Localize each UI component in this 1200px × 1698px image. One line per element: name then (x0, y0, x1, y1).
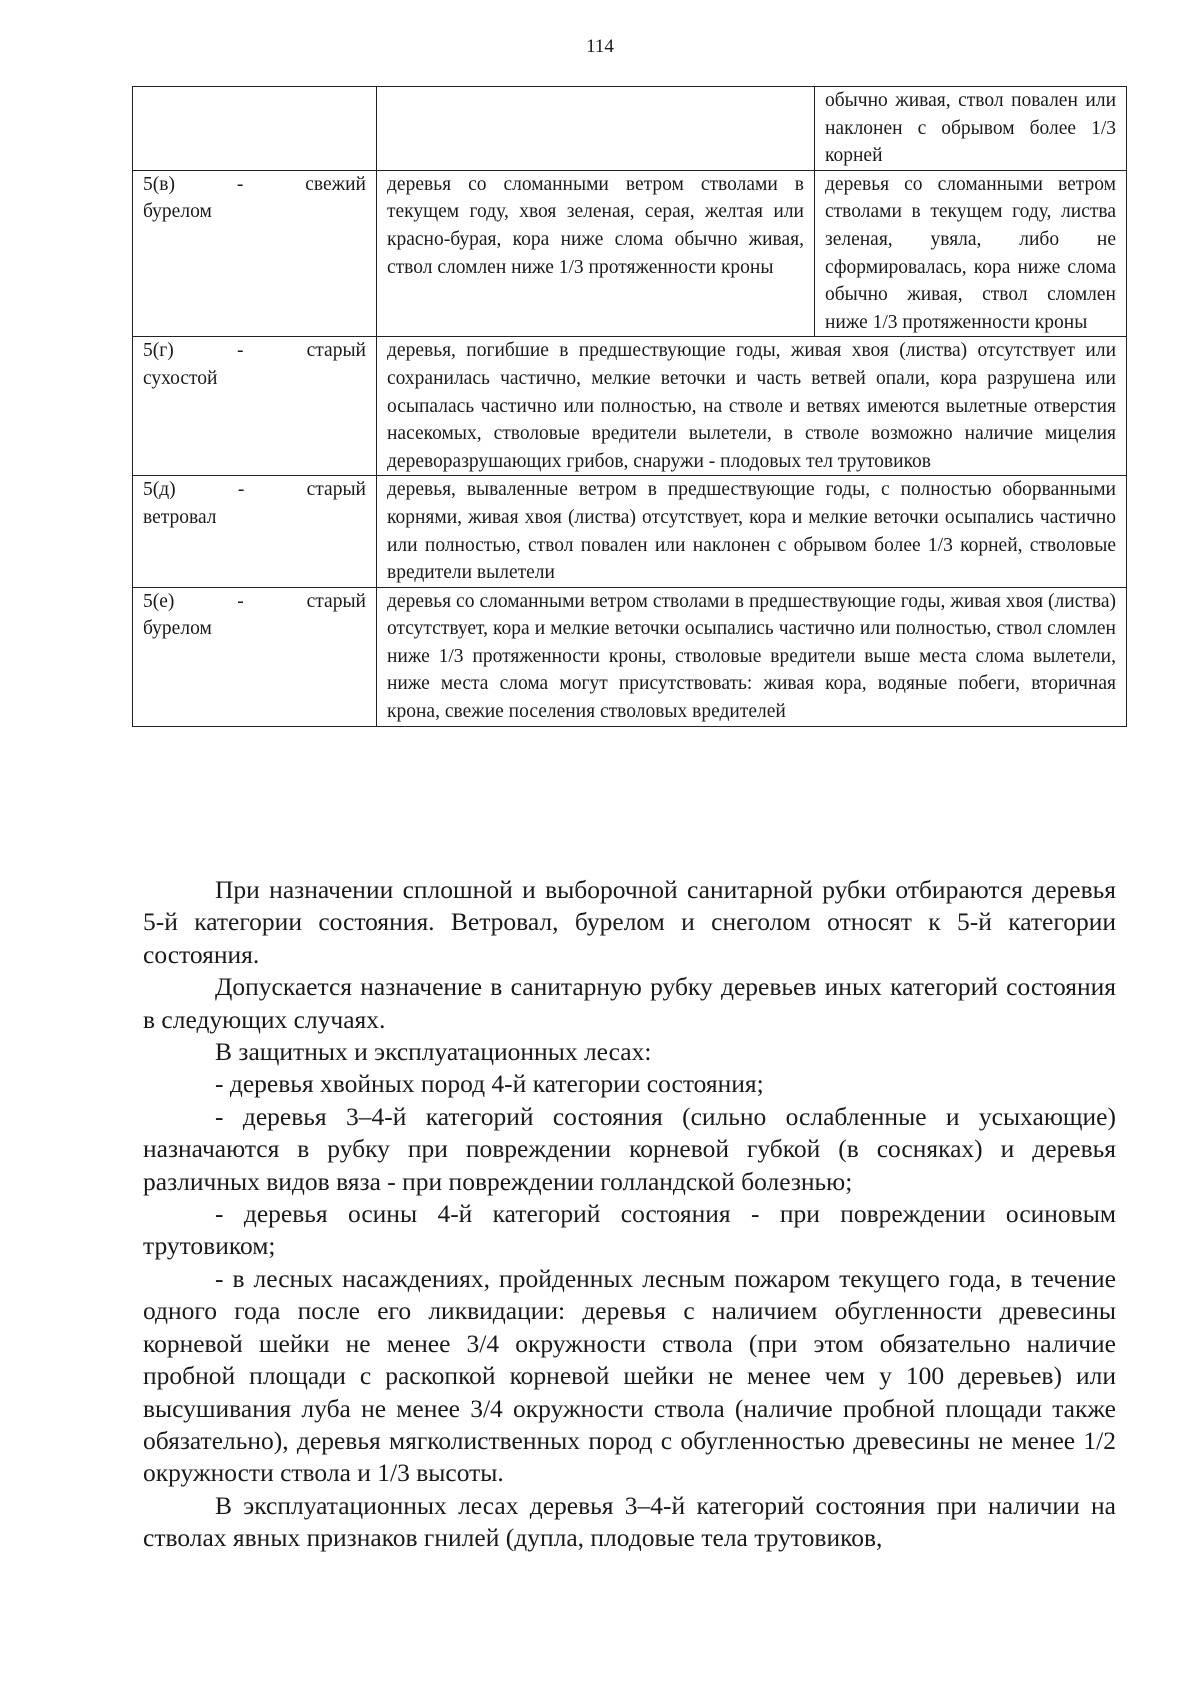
category-dash: - (237, 479, 245, 501)
category-cell (133, 170, 377, 337)
category-dash: - (236, 340, 244, 362)
category-name: сухостой (143, 367, 218, 389)
category-name: бурелом (143, 201, 212, 223)
category-code: 5(в) (143, 173, 175, 195)
category-word: свежий (305, 173, 366, 195)
paragraph: - деревья осины 4-й категорий состояния - при повреждении осиновым трутовиком; (143, 1199, 1116, 1261)
table-row (133, 87, 1127, 171)
description-cell: деревья со сломанными ветром стволами в предшествующие годы, живая хвоя (листва) отсутствует, кора и мелкие веточки осыпались частично или полностью, ствол сломлен ниже 1/3 протяженности кроны, стволовые вредители выше места слома вылетели, ниже места слома могут присутствовать: живая кора, водяные побеги, вторичная крона, свежие поселения стволовых вредителей (377, 587, 1127, 726)
category-word: старый (306, 340, 366, 362)
category-code: 5(д) (143, 479, 176, 501)
description-cell: деревья, вываленные ветром в предшествующие годы, с полностью оборванными корнями, живая хвоя (листва) отсутствует, кора и мелкие веточки осыпались частично или полностью, ствол повален или наклонен с обрывом более 1/3 корней, стволовые вредители вылетели (377, 476, 1127, 587)
paragraph: Допускается назначение в санитарную рубку деревьев иных категорий состояния в следующих случаях. (143, 972, 1116, 1034)
paragraph: В защитных и эксплуатационных лесах: (215, 1037, 652, 1067)
paragraph: В эксплуатационных лесах деревья 3–4-й категорий состояния при наличии на стволах явных признаков гнилей (дупла, плодовые тела трутовиков, (143, 1490, 1116, 1553)
table-row (133, 337, 1127, 476)
category-code: 5(е) (143, 590, 175, 612)
deciduous-cell: обычно живая, ствол повален или наклонен с обрывом более 1/3 корней (815, 87, 1127, 171)
description-cell: деревья, погибшие в предшествующие годы, живая хвоя (листва) отсутствует или сохранилась частично, мелкие веточки и часть ветвей опали, кора разрушена или осыпалась частично или полностью, на стволе и ветвях имеются вылетные отверстия насекомых, стволовые вредители вылетели, в стволе возможно наличие мицелия дереворазрушающих грибов, снаружи - плодовых тел трутовиков (377, 337, 1127, 476)
category-cell (133, 87, 377, 171)
conifer-cell: деревья со сломанными ветром стволами в текущем году, хвоя зеленая, серая, желтая или красно-бурая, кора ниже слома обычно живая, ствол сломлен ниже 1/3 протяженности кроны (377, 170, 815, 337)
category-name: бурелом (143, 618, 212, 640)
table-row (133, 587, 1127, 726)
category-code: 5(г) (143, 340, 174, 362)
category-cell (133, 587, 377, 726)
paragraph: При назначении сплошной и выборочной санитарной рубки отбираются деревья 5-й категории состояния. Ветровал, бурелом и снеголом относят к 5-й категории состояния. (143, 875, 1116, 969)
category-word: старый (306, 590, 366, 612)
paragraph: - в лесных насаждениях, пройденных лесным пожаром текущего года, в течение одного года после его ликвидации: деревья с наличием обугленности древесины корневой шейки не менее 3/4 окружности ствола (при этом обязательно наличие пробной площади с раскопкой корневой шейки не менее чем у 100 деревьев) или высушивания луба не менее 3/4 окружности ствола (наличие пробной площади также обязательно), деревья мягколиственных пород с обугленностью древесины не менее 1/2 окружности ствола и 1/3 высоты. (143, 1263, 1116, 1488)
conifer-cell (377, 87, 815, 171)
table-row (133, 170, 1127, 337)
category-cell (133, 476, 377, 587)
body-text (143, 874, 1116, 1555)
category-word: старый (306, 479, 366, 501)
category-dash: - (237, 590, 244, 612)
category-name: ветровал (143, 506, 217, 528)
deciduous-cell: деревья со сломанными ветром стволами в текущем году, листва зеленая, увяла, либо не сформировалась, кора ниже слома обычно живая, ствол сломлен ниже 1/3 протяженности кроны (815, 170, 1127, 337)
table-row (133, 476, 1127, 587)
page-number: 114 (586, 36, 614, 57)
paragraph: - деревья 3–4-й категорий состояния (сильно ослабленные и усыхающие) назначаются в рубку при повреждении корневой губкой (в сосняках) и деревья различных видов вяза - при повреждении голландской болезнью; (143, 1101, 1116, 1196)
category-dash: - (236, 173, 244, 195)
category-cell (133, 337, 377, 476)
tree-condition-table (132, 86, 1127, 727)
paragraph: - деревья хвойных пород 4-й категории состояния; (215, 1069, 764, 1099)
